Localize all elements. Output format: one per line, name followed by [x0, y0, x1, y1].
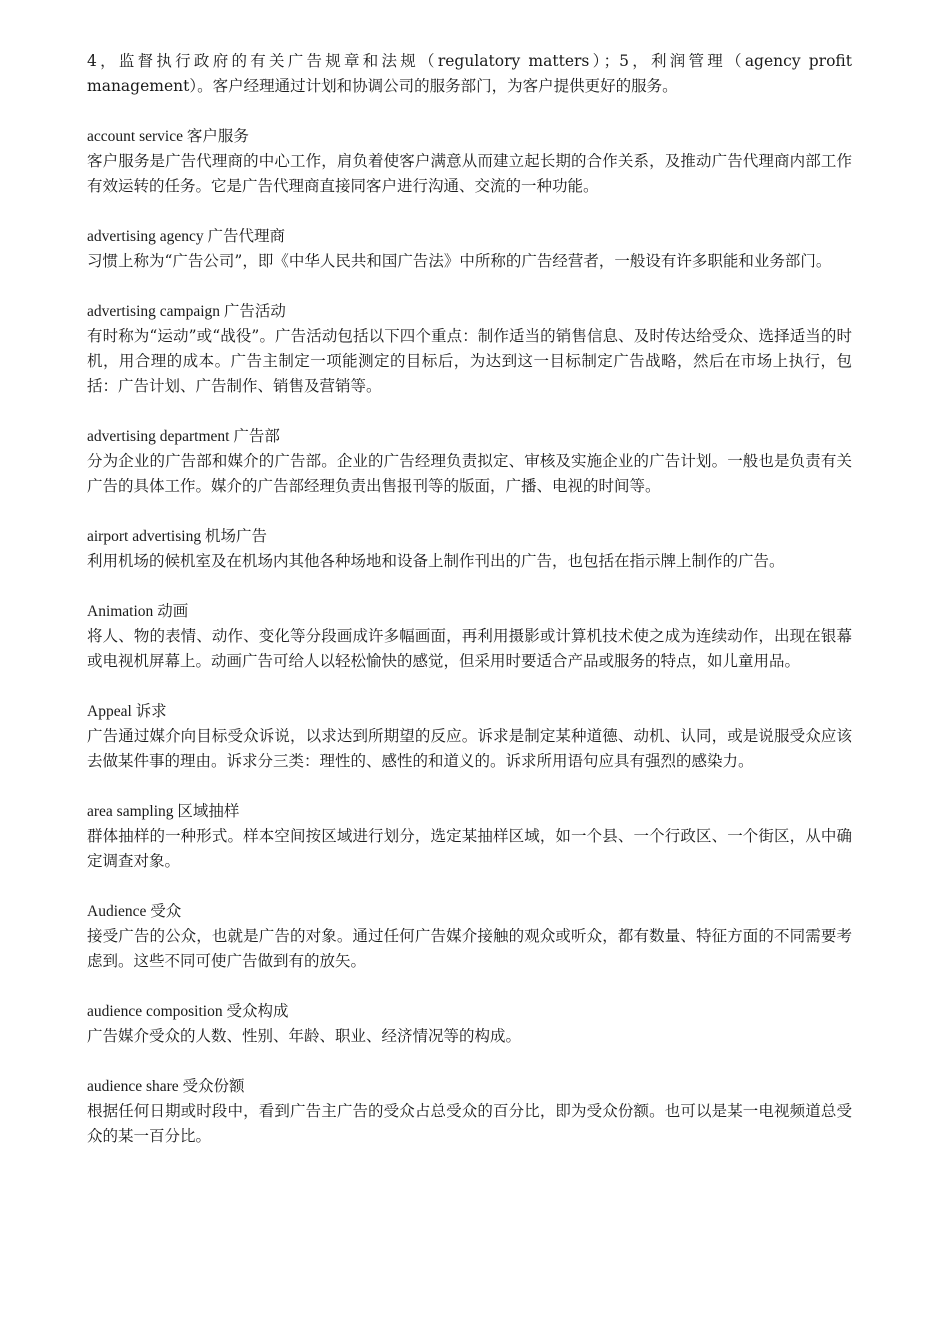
glossary-term — [87, 424, 852, 449]
glossary-entry — [87, 899, 852, 974]
glossary-definition: 根据任何日期或时段中，看到广告主广告的受众占总受众的百分比，即为受众份额。也可以是某一电视频道总受众的某一百分比。 — [87, 1102, 852, 1145]
glossary-entry — [87, 424, 852, 499]
glossary-definition: 将人、物的表情、动作、变化等分段画成许多幅画面，再利用摄影或计算机技术使之成为连续动作，出现在银幕或电视机屏幕上。动画广告可给人以轻松愉快的感觉，但采用时要适合产品或服务的特点，如儿童用品。 — [87, 627, 852, 670]
glossary-term — [87, 224, 852, 249]
glossary-definition: 广告通过媒介向目标受众诉说，以求达到所期望的反应。诉求是制定某种道德、动机、认同，或是说服受众应该去做某件事的理由。诉求分三类：理性的、感性的和道义的。诉求所用语句应具有强烈的感染力。 — [87, 727, 852, 770]
term-english: area sampling — [87, 803, 174, 820]
glossary-term — [87, 299, 852, 324]
term-english: Audience — [87, 903, 147, 920]
glossary-term — [87, 124, 852, 149]
term-english: audience share — [87, 1078, 179, 1095]
glossary-entry — [87, 299, 852, 399]
glossary-definition: 分为企业的广告部和媒介的广告部。企业的广告经理负责拟定、审核及实施企业的广告计划。一般也是负责有关广告的具体工作。媒介的广告部经理负责出售报刊等的版面，广播、电视的时间等。 — [87, 452, 852, 495]
glossary-term — [87, 899, 852, 924]
glossary-entry — [87, 999, 852, 1049]
glossary-definition: 习惯上称为“广告公司”，即《中华人民共和国广告法》中所称的广告经营者，一般设有许多职能和业务部门。 — [87, 252, 832, 270]
term-chinese: 广告代理商 — [207, 227, 286, 245]
document-body — [87, 49, 852, 1149]
intro-paragraph: 4，监督执行政府的有关广告规章和法规（regulatory matters）；5，利润管理（agency profit management）。客户经理通过计划和协调公司的服务部门，为客户提供更好的服务。 — [87, 52, 852, 95]
term-chinese: 广告部 — [233, 427, 280, 445]
term-chinese: 广告活动 — [223, 302, 286, 320]
glossary-definition: 客户服务是广告代理商的中心工作，肩负着使客户满意从而建立起长期的合作关系，及推动广告代理商内部工作有效运转的任务。它是广告代理商直接同客户进行沟通、交流的一种功能。 — [87, 152, 852, 195]
glossary-entry — [87, 224, 852, 274]
glossary-entry — [87, 124, 852, 199]
glossary-definition: 广告媒介受众的人数、性别、年龄、职业、经济情况等的构成。 — [87, 1027, 522, 1045]
term-english: account service — [87, 128, 183, 145]
term-english: Appeal — [87, 703, 132, 720]
term-english: audience composition — [87, 1003, 223, 1020]
glossary-list — [87, 124, 852, 1149]
glossary-term — [87, 999, 852, 1024]
glossary-term — [87, 1074, 852, 1099]
term-chinese: 动画 — [157, 602, 189, 620]
glossary-entry — [87, 1074, 852, 1149]
term-english: advertising agency — [87, 228, 204, 245]
glossary-definition: 群体抽样的一种形式。样本空间按区域进行划分，选定某抽样区域，如一个县、一个行政区、一个街区，从中确定调查对象。 — [87, 827, 852, 870]
glossary-entry — [87, 524, 852, 574]
term-english: advertising department — [87, 428, 230, 445]
glossary-term — [87, 599, 852, 624]
term-english: advertising campaign — [87, 303, 220, 320]
glossary-entry — [87, 799, 852, 874]
term-chinese: 受众份额 — [182, 1077, 245, 1095]
term-chinese: 受众 — [150, 902, 182, 920]
glossary-term — [87, 699, 852, 724]
glossary-definition: 有时称为“运动”或“战役”。广告活动包括以下四个重点：制作适当的销售信息、及时传达给受众、选择适当的时机，用合理的成本。广告主制定一项能测定的目标后，为达到这一目标制定广告战略，然后在市场上执行，包括：广告计划、广告制作、销售及营销等。 — [87, 327, 852, 395]
term-chinese: 区域抽样 — [177, 802, 240, 820]
term-chinese: 诉求 — [135, 702, 167, 720]
glossary-term — [87, 524, 852, 549]
glossary-definition: 利用机场的候机室及在机场内其他各种场地和设备上制作刊出的广告，也包括在指示牌上制作的广告。 — [87, 552, 785, 570]
glossary-entry — [87, 599, 852, 674]
glossary-definition: 接受广告的公众，也就是广告的对象。通过任何广告媒介接触的观众或听众，都有数量、特征方面的不同需要考虑到。这些不同可使广告做到有的放矢。 — [87, 927, 852, 970]
term-english: Animation — [87, 603, 154, 620]
term-chinese: 受众构成 — [226, 1002, 289, 1020]
term-english: airport advertising — [87, 528, 202, 545]
glossary-term — [87, 799, 852, 824]
term-chinese: 机场广告 — [204, 527, 267, 545]
term-chinese: 客户服务 — [186, 127, 249, 145]
glossary-entry — [87, 699, 852, 774]
